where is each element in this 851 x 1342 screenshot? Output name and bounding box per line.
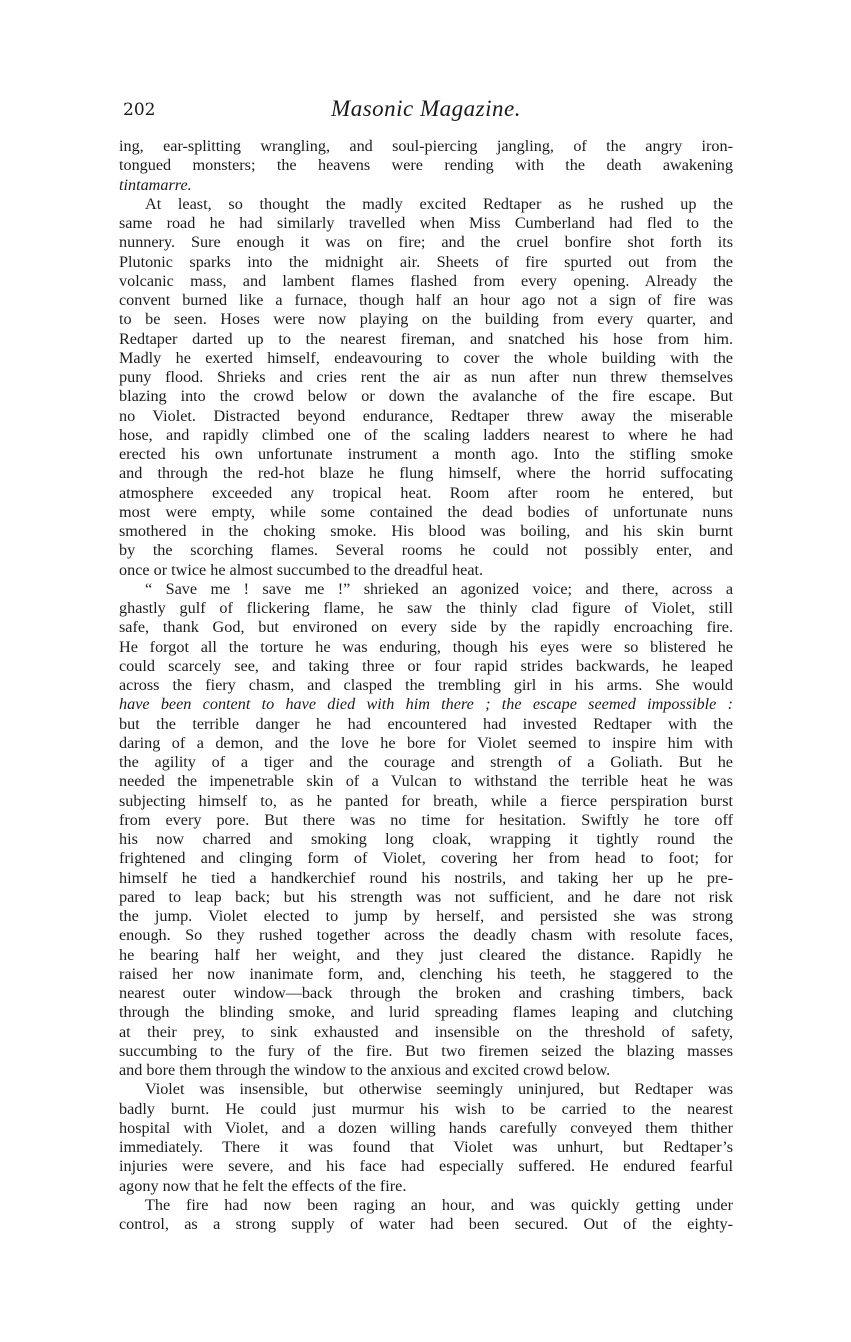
text-line: pared to leap back; but his strength was not sufficient, and he dare not risk (119, 887, 733, 906)
text-line: injuries were severe, and his face had especially suffered. He endured fearful (119, 1157, 733, 1176)
text-line: subjecting himself to, as he panted for breath, while a fierce perspiration burst (119, 791, 733, 810)
text-line: across the fiery chasm, and clasped the trembling girl in his arms. She would (119, 676, 733, 694)
text-line: ghastly gulf of flickering flame, he saw the thinly clad figure of Violet, still (119, 599, 733, 617)
text-line: control, as a strong supply of water had been secured. Out of the eighty- (119, 1215, 733, 1233)
text-line: atmosphere exceeded any tropical heat. Room after room he entered, but (119, 483, 733, 502)
text-line: erected his own unfortunate instrument a month ago. Into the stifling smoke (119, 445, 733, 463)
page-number: 202 (123, 100, 156, 120)
text-line: by the scorching flames. Several rooms he could not possibly enter, and (119, 541, 733, 560)
text-line: he bearing half her weight, and they just cleared the distance. Rapidly he (119, 945, 733, 964)
text-line: “ Save me ! save me !” shrieked an agonized voice; and there, across a (145, 579, 733, 598)
running-title: Masonic Magazine. (331, 96, 521, 121)
text-line: Madly he exerted himself, endeavouring to cover the whole building with the (119, 348, 733, 367)
text-line: most were empty, while some contained the dead bodies of unfortunate nuns (119, 502, 733, 521)
text-line: tintamarre. (119, 175, 192, 194)
page-header (119, 96, 733, 122)
text-line: the jump. Violet elected to jump by herself, and persisted she was strong (119, 907, 733, 925)
text-line: convent burned like a furnace, though half an hour ago not a sign of fire was (119, 291, 733, 309)
text-line: Violet was insensible, but otherwise seemingly uninjured, but Redtaper was (145, 1080, 733, 1099)
text-line: badly burnt. He could just murmur his wish to be carried to the nearest (119, 1099, 733, 1118)
text-line: daring of a demon, and the love he bore for Violet seemed to inspire him with (119, 733, 733, 752)
text-line: once or twice he almost succumbed to the dreadful heat. (119, 560, 484, 579)
text-line: but the terrible danger he had encountered had invested Redtaper with the (119, 714, 733, 733)
text-line: needed the impenetrable skin of a Vulcan to withstand the terrible heat he was (119, 772, 733, 791)
text-line: hospital with Violet, and a dozen willing hands carefully conveyed them thither (119, 1118, 733, 1137)
text-line: raised her now inanimate form, and, clenching his teeth, he staggered to the (119, 964, 733, 983)
text-line: himself he tied a handkerchief round his nostrils, and taking her up he pre- (119, 868, 733, 887)
text-line: nunnery. Sure enough it was on fire; and the cruel bonfire shot forth its (119, 233, 733, 252)
text-line: blazing into the crowd below or down the avalanche of the fire escape. But (119, 387, 733, 406)
text-line: immediately. There it was found that Violet was unhurt, but Redtaper’s (119, 1138, 733, 1156)
text-line: frightened and clinging form of Violet, covering her from head to foot; for (119, 849, 733, 868)
text-line: ing, ear-splitting wrangling, and soul-piercing jangling, of the angry iron- (119, 137, 733, 155)
text-line: the agility of a tiger and the courage and strength of a Goliath. But he (119, 753, 733, 771)
text-line: tongued monsters; the heavens were rending with the death awakening (119, 156, 733, 175)
text-line: enough. So they rushed together across the deadly chasm with resolute faces, (119, 926, 733, 945)
text-line: Redtaper darted up to the nearest fireman, and snatched his hose from him. (119, 329, 733, 348)
text-line: hose, and rapidly climbed one of the scaling ladders nearest to where he had (119, 425, 733, 444)
text-line: to be seen. Hoses were now playing on the building from every quarter, and (119, 310, 733, 329)
text-line: same road he had similarly travelled when Miss Cumberland had fled to the (119, 214, 733, 232)
text-line: safe, thank God, but environed on every side by the rapidly encroaching fire. (119, 618, 733, 637)
text-line: from every pore. But there was no time for hesitation. Swiftly he tore off (119, 810, 733, 829)
text-line: He forgot all the torture he was enduring, though his eyes were so blistered he (119, 637, 733, 656)
text-line: puny flood. Shrieks and cries rent the air as nun after nun threw themselves (119, 368, 733, 386)
text-line: at their prey, to sink exhausted and insensible on the threshold of safety, (119, 1022, 733, 1041)
text-line: could scarcely see, and taking three or four rapid strides backwards, he leaped (119, 656, 733, 675)
text-line: and bore them through the window to the anxious and excited crowd below. (119, 1061, 611, 1079)
text-line: his now charred and smoking long cloak, wrapping it tightly round the (119, 830, 733, 848)
text-line: no Violet. Distracted beyond endurance, Redtaper threw away the miserable (119, 406, 733, 425)
text-line: and through the red-hot blaze he flung himself, where the horrid suffocating (119, 464, 733, 483)
text-line: have been content to have died with him there ; the escape seemed impossible : (119, 695, 733, 714)
text-line: nearest outer window—back through the broken and crashing timbers, back (119, 984, 733, 1002)
text-line: through the blinding smoke, and lurid spreading flames leaping and clutching (119, 1003, 733, 1022)
text-line: Plutonic sparks into the midnight air. Sheets of fire spurted out from the (119, 252, 733, 271)
text-line: succumbing to the fury of the fire. But two firemen seized the blazing masses (119, 1041, 733, 1060)
article-body (119, 137, 733, 1234)
text-line: The fire had now been raging an hour, and was quickly getting under (145, 1195, 733, 1214)
text-line: agony now that he felt the effects of the fire. (119, 1176, 407, 1195)
text-line: volcanic mass, and lambent flames flashed from every opening. Already the (119, 271, 733, 290)
text-line: At least, so thought the madly excited Redtaper as he rushed up the (145, 194, 733, 213)
text-line: smothered in the choking smoke. His blood was boiling, and his skin burnt (119, 522, 733, 540)
